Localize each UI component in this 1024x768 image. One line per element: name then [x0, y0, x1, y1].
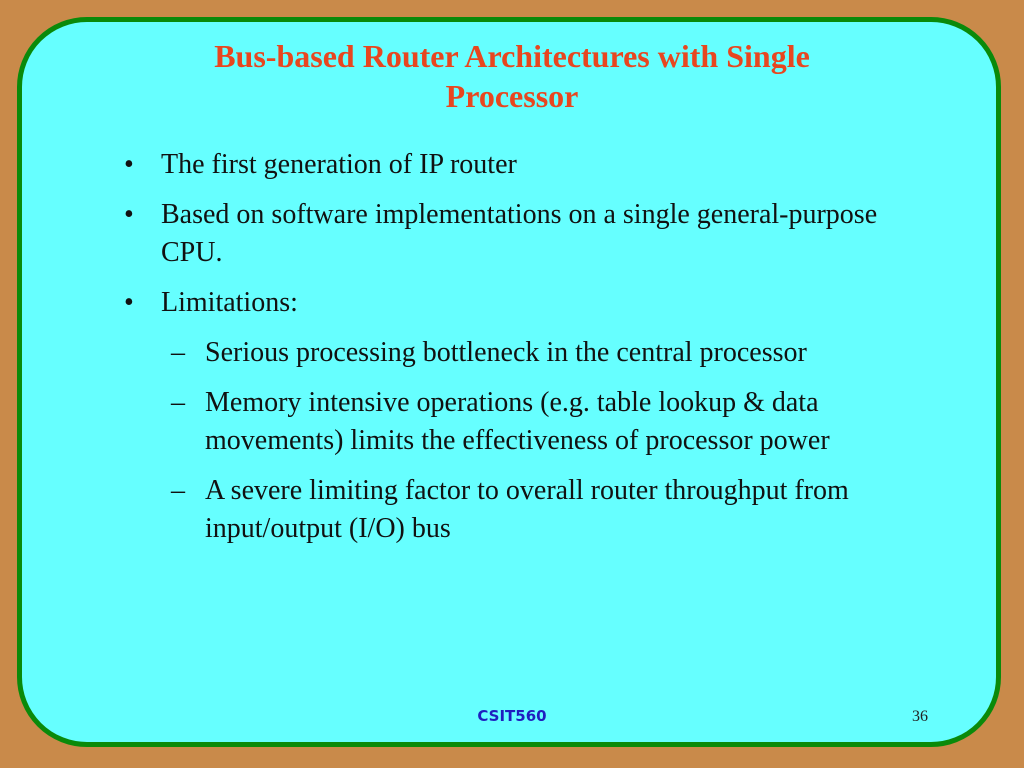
- sub-bullet-marker: –: [171, 337, 185, 368]
- bullet-text: The first generation of IP router: [161, 149, 517, 180]
- bullet-list: [118, 146, 918, 560]
- sub-bullet-text: Serious processing bottleneck in the central processor: [205, 337, 807, 368]
- bullet-text: Limitations:: [161, 287, 298, 318]
- sub-bullet-text: Memory intensive operations (e.g. table lookup & data movements) limits the effectiveness of processor power: [205, 387, 830, 456]
- bullet-text: Based on software implementations on a single general-purpose CPU.: [161, 199, 878, 268]
- bullet-item: [118, 146, 918, 184]
- slide-title-line-2: Processor: [445, 78, 579, 114]
- sub-bullet-item: [118, 334, 918, 372]
- bullet-marker: •: [124, 199, 134, 230]
- page-number: 36: [912, 708, 928, 725]
- bullet-item: [118, 196, 918, 272]
- sub-bullet-text: A severe limiting factor to overall router throughput from input/output (I/O) bus: [205, 475, 849, 544]
- slide-title: [60, 36, 964, 116]
- bullet-marker: •: [124, 287, 134, 318]
- sub-bullet-marker: –: [171, 475, 185, 506]
- bullet-item: [118, 284, 918, 322]
- sub-bullet-item: [118, 472, 918, 548]
- sub-bullet-marker: –: [171, 387, 185, 418]
- slide-title-line-1: Bus-based Router Architectures with Single: [214, 38, 810, 74]
- sub-bullet-item: [118, 384, 918, 460]
- bullet-marker: •: [124, 149, 134, 180]
- slide-footer: CSIT560: [477, 707, 547, 725]
